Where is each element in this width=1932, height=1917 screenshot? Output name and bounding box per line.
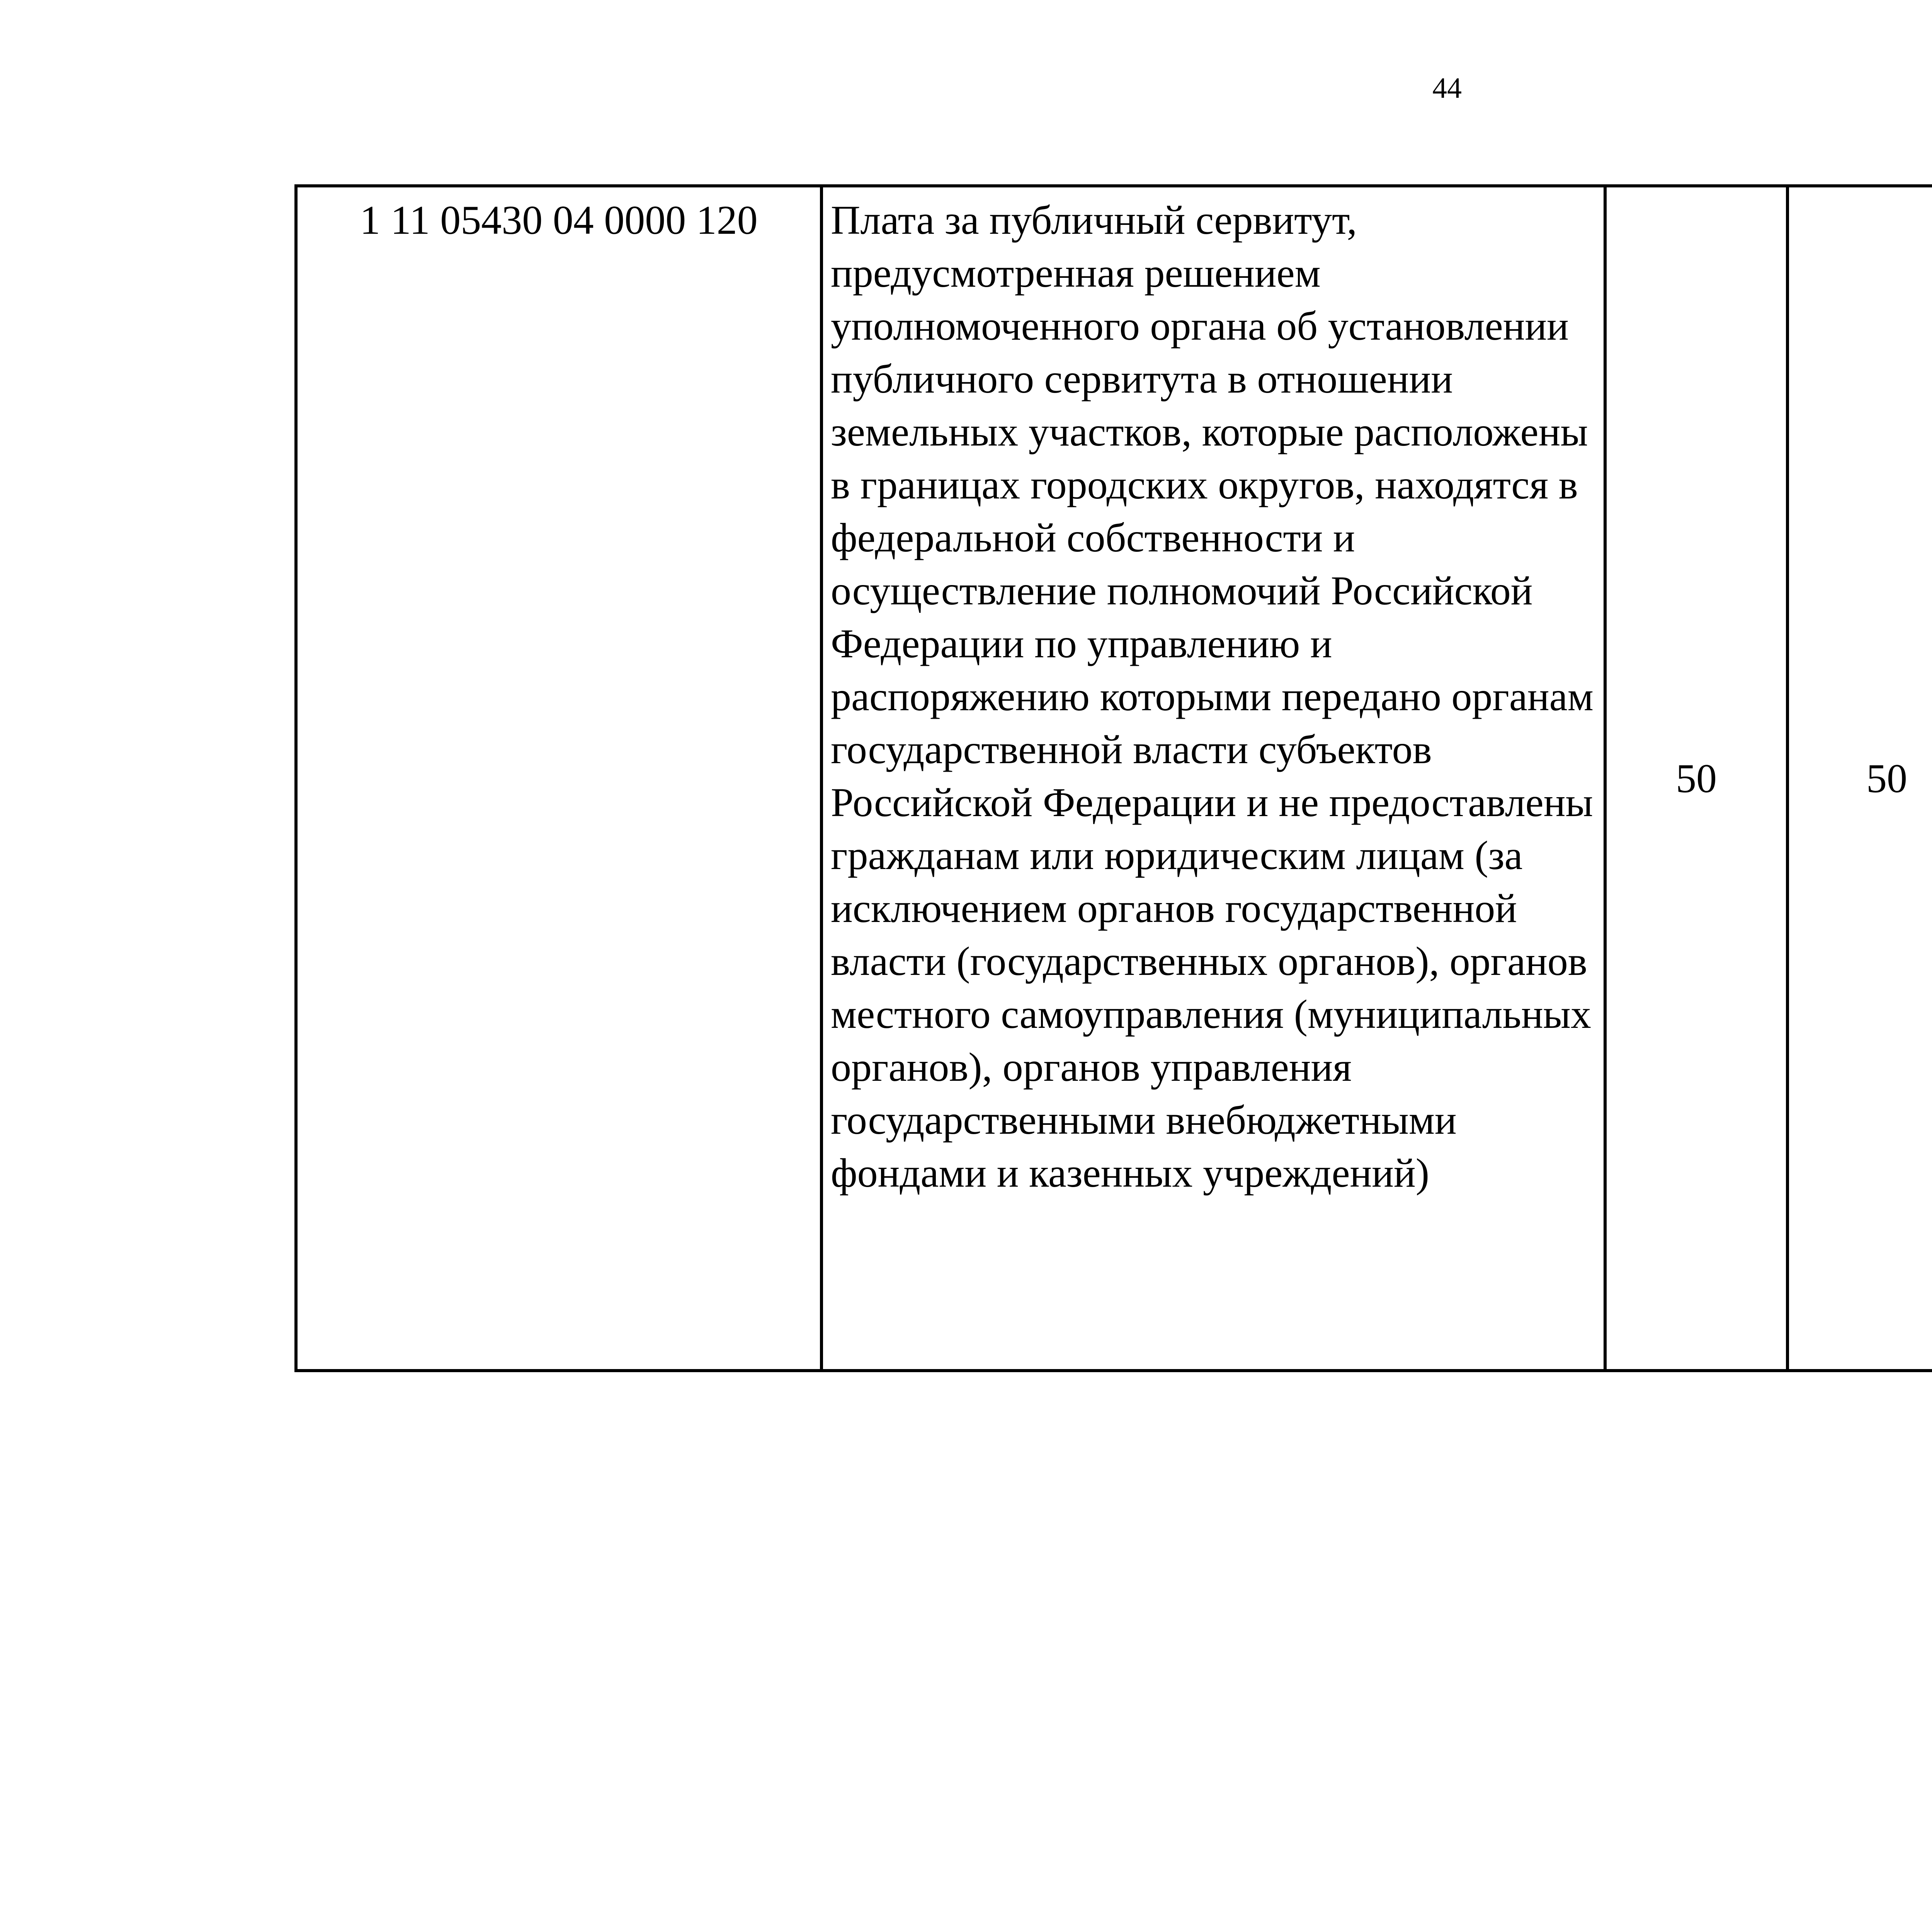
page-number: 44 [1432, 72, 1462, 104]
description-cell: Плата за публичный сервитут, предусмотренная решением уполномоченного органа об установлении публичного сервитута в отношении земельных участков, которые расположены в границах городских округов, находятся в федеральной собственности и осуществление полномочий Российской Федерации по управлению и распоряжению которыми передано органам государственной власти субъектов Российской Федерации и не предоставлены гражданам или юридическим лицам (за исключением органов государственной власти (государственных органов), органов местного самоуправления (муниципальных органов), органов управления государственными внебюджетными фондами и казенных учреждений) [821, 186, 1605, 1371]
value-cell-1: 50 [1605, 186, 1787, 1371]
budget-table [294, 184, 1932, 1372]
table-row [296, 186, 1932, 1371]
value-cell-2: 50 [1787, 186, 1932, 1371]
budget-code-cell: 1 11 05430 04 0000 120 [296, 186, 821, 1371]
